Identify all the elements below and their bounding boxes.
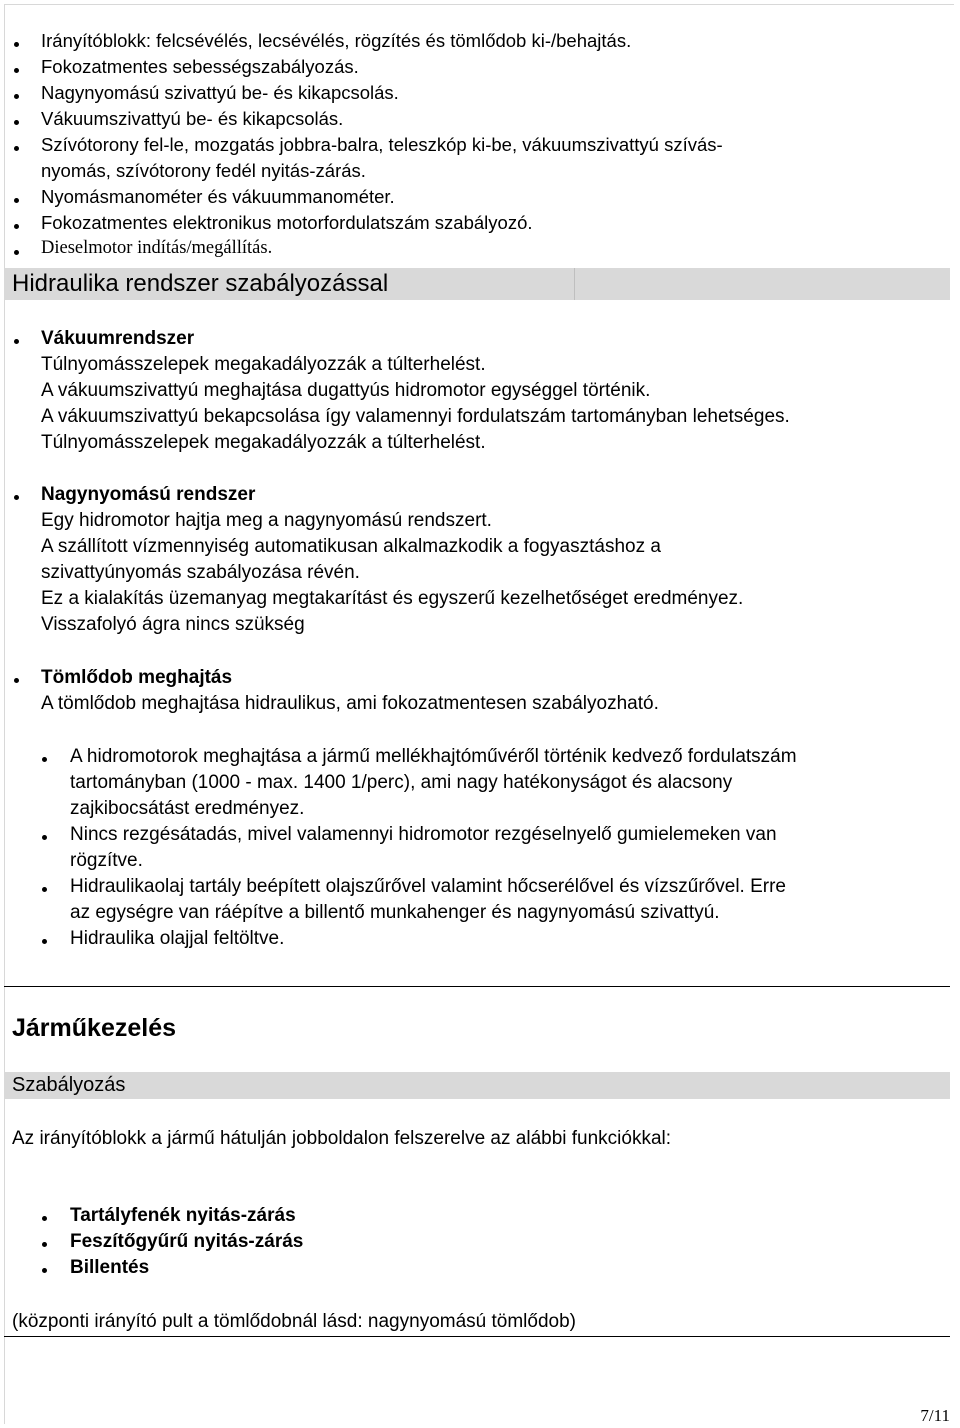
list-item: Hidraulikaolaj tartály beépített olajszűrővel valamint hőcserélővel és vízszűrővel. Erre bbox=[70, 876, 786, 897]
list-item: Hidraulika olajjal feltöltve. bbox=[70, 928, 285, 949]
bullet-icon bbox=[14, 250, 19, 255]
list-item: Fokozatmentes elektronikus motorfordulatszám szabályozó. bbox=[41, 212, 533, 233]
vehicle-heading: Járműkezelés bbox=[12, 1014, 177, 1042]
vacuum-title: Vákuumrendszer bbox=[41, 328, 195, 349]
hosedrum-title: Tömlődob meghajtás bbox=[41, 667, 233, 688]
list-item-continuation: nyomás, szívótorony fedél nyitás-zárás. bbox=[41, 160, 366, 181]
bullet-icon bbox=[14, 120, 19, 125]
bullet-icon bbox=[42, 1216, 47, 1221]
bullet-icon bbox=[42, 835, 47, 840]
bullet-icon bbox=[14, 198, 19, 203]
control-heading: Szabályozás bbox=[12, 1074, 126, 1096]
bullet-icon bbox=[14, 68, 19, 73]
bullet-icon bbox=[42, 1242, 47, 1247]
highpressure-line: szivattyúnyomás szabályozása révén. bbox=[41, 562, 360, 583]
list-item: Vákuumszivattyú be- és kikapcsolás. bbox=[41, 108, 344, 129]
list-item: Nincs rezgésátadás, mivel valamennyi hidromotor rezgéselnyelő gumielemeken van bbox=[70, 824, 777, 845]
footer-divider bbox=[4, 1336, 950, 1337]
note: (központi irányító pult a tömlődobnál lásd: nagynyomású tömlődob) bbox=[12, 1311, 576, 1332]
list-item-continuation: zajkibocsátást eredményez. bbox=[70, 798, 305, 819]
list-item: Nagynyomású szivattyú be- és kikapcsolás. bbox=[41, 82, 399, 103]
highpressure-line: Ez a kialakítás üzemanyag megtakarítást és egyszerű kezelhetőséget eredményez. bbox=[41, 588, 744, 609]
list-item: Fokozatmentes sebességszabályozás. bbox=[41, 56, 359, 77]
list-item-continuation: az egységre van ráépítve a billentő munkahenger és nagynyomású szivattyú. bbox=[70, 902, 720, 923]
list-item: A hidromotorok meghajtása a jármű mellékhajtóművéről történik kedvező fordulatszám bbox=[70, 746, 797, 767]
bullet-icon bbox=[14, 94, 19, 99]
control-heading-bar bbox=[4, 1072, 950, 1099]
bullet-icon bbox=[42, 757, 47, 762]
vacuum-line: A vákuumszivattyú bekapcsolása így valamennyi fordulatszám tartományban lehetséges. bbox=[41, 406, 790, 427]
bullet-icon bbox=[42, 1268, 47, 1273]
list-item: Szívótorony fel-le, mozgatás jobbra-balra, teleszkóp ki-be, vákuumszivattyú szívás- bbox=[41, 134, 723, 155]
highpressure-title: Nagynyomású rendszer bbox=[41, 484, 256, 505]
vacuum-line: A vákuumszivattyú meghajtása dugattyús hidromotor egységgel történik. bbox=[41, 380, 651, 401]
highpressure-line: Egy hidromotor hajtja meg a nagynyomású rendszert. bbox=[41, 510, 492, 531]
hosedrum-line: A tömlődob meghajtása hidraulikus, ami fokozatmentesen szabályozható. bbox=[41, 693, 659, 714]
list-item: Feszítőgyűrű nyitás-zárás bbox=[70, 1231, 304, 1252]
list-item: Nyomásmanométer és vákuummanométer. bbox=[41, 186, 395, 207]
hydraulic-heading: Hidraulika rendszer szabályozással bbox=[12, 270, 389, 297]
bullet-icon bbox=[14, 339, 19, 344]
highpressure-line: A szállított vízmennyiség automatikusan alkalmazkodik a fogyasztáshoz a bbox=[41, 536, 661, 557]
list-item: Irányítóblokk: felcsévélés, lecsévélés, rögzítés és tömlődob ki-/behajtás. bbox=[41, 30, 632, 51]
bullet-icon bbox=[14, 495, 19, 500]
bullet-icon bbox=[42, 887, 47, 892]
list-item: Tartályfenék nyitás-zárás bbox=[70, 1205, 296, 1226]
section-divider bbox=[4, 986, 950, 987]
bullet-icon bbox=[42, 939, 47, 944]
page-number: 7/11 bbox=[920, 1406, 950, 1425]
bullet-icon bbox=[14, 678, 19, 683]
bullet-icon bbox=[14, 224, 19, 229]
list-item: Billentés bbox=[70, 1257, 150, 1278]
vacuum-line: Túlnyomásszelepek megakadályozzák a túlterhelést. bbox=[41, 354, 486, 375]
highpressure-line: Visszafolyó ágra nincs szükség bbox=[41, 614, 305, 635]
list-item-continuation: rögzítve. bbox=[70, 850, 143, 871]
bullet-icon bbox=[14, 42, 19, 47]
list-item-continuation: tartományban (1000 - max. 1400 1/perc), ami nagy hatékonyságot és alacsony bbox=[70, 772, 733, 793]
control-intro: Az irányítóblokk a jármű hátulján jobboldalon felszerelve az alábbi funkciókkal: bbox=[12, 1128, 672, 1149]
vacuum-line: Túlnyomásszelepek megakadályozzák a túlterhelést. bbox=[41, 432, 486, 453]
bullet-icon bbox=[14, 146, 19, 151]
list-item: Dieselmotor indítás/megállítás. bbox=[41, 238, 273, 258]
